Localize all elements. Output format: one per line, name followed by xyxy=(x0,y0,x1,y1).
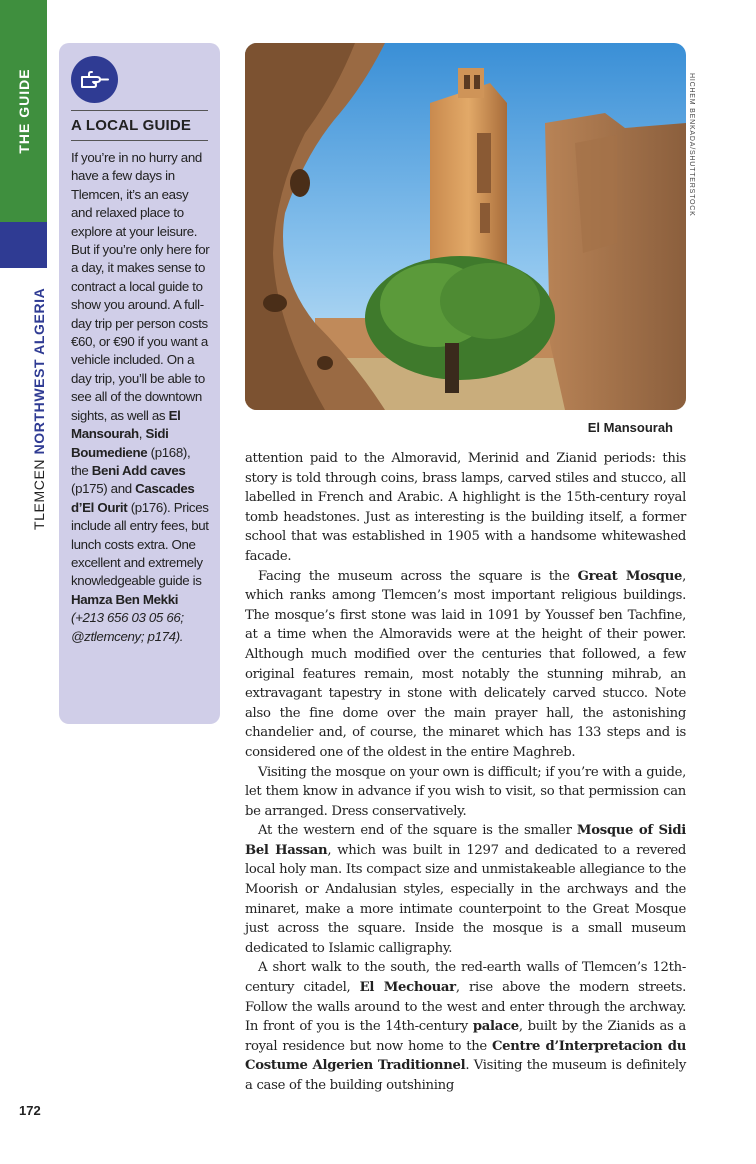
text-run: A short walk to the south, the red-earth walls of Tlemcen’s 12th-century citadel, xyxy=(245,960,686,996)
photo-el-mansourah xyxy=(245,43,686,410)
guide-name: Hamza Ben Mekki xyxy=(71,591,179,607)
text-run: At the western end of the square is the smaller xyxy=(258,823,577,839)
text-run: , rise above the modern streets. Follow the walls around to the west and enter through the archway. In front of you is the 14th-century xyxy=(245,980,686,1035)
local-guide-box xyxy=(59,43,220,724)
sight-costume-centre: Centre d’Interpretacion du Costume Algerien Traditionnel xyxy=(245,1038,686,1074)
guide-text-intro: If you’re in no hurry and have a few days in Tlemcen, it’s an easy and relaxed place to explore at your leisure. But if you’re only here for a day, it makes sense to contract a local guide to show you around. A full-day trip per person costs €60, or €90 if you want a vehicle included. On a day trip, you’ll be able to see all of the downtown sights, as well as xyxy=(71,150,210,423)
sight-palace: palace xyxy=(472,1019,519,1035)
paragraph: attention paid to the Almoravid, Merinid and Zianid periods: this story is told through coins, brass lamps, carved stiles and stucco, all labelled in French and Arabic. A highlight is the 15th-century royal tomb headstones. Just as interesting is the building itself, a former school that was established in 1905 with a handsome whitewashed facade. xyxy=(245,451,686,564)
chapter-title-accent: NORTHWEST ALGERIA xyxy=(31,287,47,455)
guide-rule-top xyxy=(71,110,208,111)
guide-sight-el-mansourah: El Mansourah xyxy=(71,407,181,442)
section-tab-label-wrap xyxy=(0,0,47,222)
section-tab-label: THE GUIDE xyxy=(15,68,32,154)
text-run: Facing the museum across the square is the xyxy=(258,568,578,584)
sight-el-mechouar: El Mechouar xyxy=(359,980,456,996)
guide-contact: (+213 656 03 05 66; @ztlemceny; p174). xyxy=(71,610,184,644)
photo-credit: HICHEM BENKADA/SHUTTERSTOCK xyxy=(688,73,695,217)
guide-sight-cascades: Cascades d’El Ourit xyxy=(71,481,195,515)
photo-caption: El Mansourah xyxy=(587,420,673,435)
paragraph xyxy=(245,567,686,763)
guide-title: A LOCAL GUIDE xyxy=(71,117,192,134)
text-run: , which ranks among Tlemcen’s most important religious buildings. The mosque’s first stone was laid in 1091 by Youssef ben Tachfine, at a time when the Almoravids were at the height of their power. Although much modified over the centuries that followed, a few original features remain, most notably the stunning mihrab, an extravagant tapestry in stone with delicately carved stucco. Note also the fine dome over the main prayer hall, the astonishing chandelier and, of course, the minaret which has 133 steps and is considered one of the oldest in the entire Maghreb. xyxy=(245,568,686,760)
text-run: , built by the Zianids as a royal residence but now home to the xyxy=(245,1019,686,1054)
guide-text xyxy=(71,149,211,646)
guide-text-part: (p176). Prices include all entry fees, but lunch costs extra. One excellent and extremely knowledgeable guide is xyxy=(71,499,209,589)
text-run: . Visiting the museum is definitely a case of the building outshining xyxy=(245,1058,687,1093)
text-run: , which was built in 1297 and dedicated to a revered local holy man. Its compact size and unmistakeable allegiance to the Moorish or Andalusian styles, especially in the archways and the minaret, make a more intimate counterpoint to the Great Mosque just across the square. Inside the mosque is a small museum dedicated to Islamic calligraphy. xyxy=(245,842,687,956)
pointing-hand-icon xyxy=(71,56,118,103)
chapter-title-prefix: TLEMCEN xyxy=(31,454,47,530)
main-text xyxy=(245,449,686,1096)
paragraph xyxy=(245,821,686,958)
guide-text-part: , xyxy=(138,426,146,442)
chapter-title xyxy=(31,288,47,530)
guide-sight-sidi-boumediene: Sidi Boumediene xyxy=(71,426,169,460)
guide-text-part: (p168), the xyxy=(71,444,191,478)
paragraph: Visiting the mosque on your own is difficult; if you’re with a guide, let them know in advance if you wish to visit, so that permission can be arranged. Dress conservatively. xyxy=(245,764,686,819)
paragraph xyxy=(245,958,686,1095)
guide-rule-bottom xyxy=(71,140,208,141)
sight-mosque-sidi-bel-hassan: Mosque of Sidi Bel Hassan xyxy=(245,823,687,858)
guide-text-part: (p175) and xyxy=(71,481,136,497)
photo-illustration xyxy=(245,43,686,410)
page-number: 172 xyxy=(19,1103,41,1118)
chapter-tab-marker xyxy=(0,222,47,268)
guide-sight-beni-add-caves: Beni Add caves xyxy=(91,462,186,478)
sight-great-mosque: Great Mosque xyxy=(577,568,683,584)
